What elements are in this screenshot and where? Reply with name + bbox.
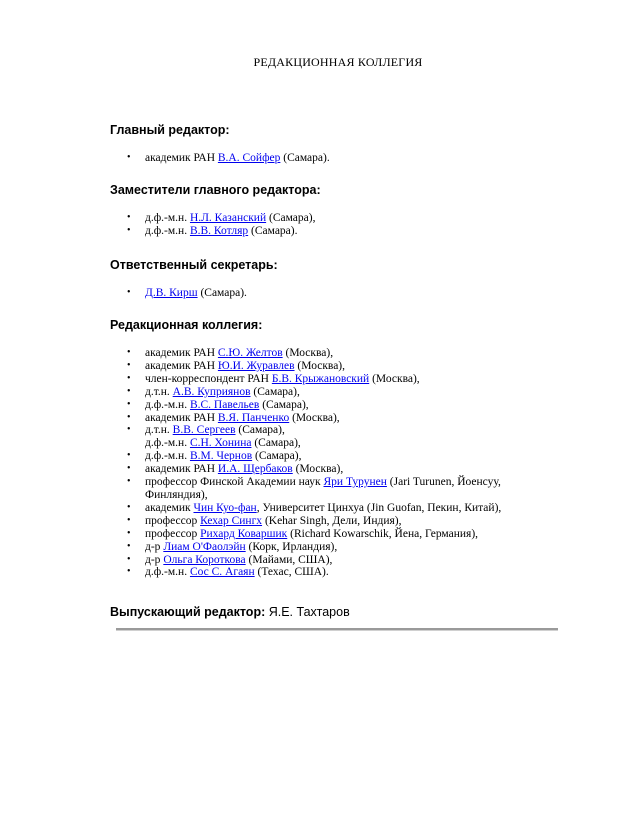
- member-name-link[interactable]: Кехар Сингх: [200, 514, 263, 527]
- release-editor-line: [110, 605, 350, 619]
- member-location: (Самара).: [197, 287, 247, 299]
- chief-editor-heading: Главный редактор:: [110, 123, 230, 137]
- list-item: [0, 412, 525, 425]
- list-item: [0, 554, 525, 567]
- list-item: [0, 212, 525, 225]
- deputy-editors-list: [0, 212, 525, 238]
- bullet-icon: •: [127, 385, 131, 397]
- list-item: [0, 360, 525, 373]
- bullet-icon: •: [127, 540, 131, 552]
- bullet-icon: •: [127, 501, 131, 513]
- page-title: РЕДАКЦИОННАЯ КОЛЛЕГИЯ: [253, 55, 423, 69]
- horizontal-rule: [116, 628, 558, 631]
- editorial-board-heading: Редакционная коллегия:: [110, 318, 263, 332]
- member-location: (Kehar Singh, Дели, Индия),: [262, 514, 402, 527]
- list-item: [0, 399, 525, 412]
- list-item: [0, 515, 525, 528]
- member-title: член-корреспондент РАН: [145, 372, 272, 385]
- member-name-link[interactable]: Б.В. Крыжановский: [271, 372, 370, 385]
- member-title: д.т.н.: [145, 385, 173, 398]
- bullet-icon: •: [127, 553, 131, 565]
- list-item: [0, 541, 525, 554]
- member-name-link[interactable]: В.В. Котляр: [189, 224, 249, 237]
- list-item: [0, 225, 525, 238]
- bullet-icon: •: [127, 359, 131, 371]
- member-title: академик РАН: [145, 152, 218, 164]
- member-name-link[interactable]: Лиам О'Фаолэйн: [163, 540, 246, 553]
- member-name-link[interactable]: В.А. Сойфер: [217, 152, 281, 164]
- bullet-icon: •: [127, 514, 131, 526]
- member-name-link[interactable]: Ольга Короткова: [163, 553, 246, 566]
- member-title: профессор Финской Академии наук: [145, 476, 324, 489]
- bullet-icon: •: [127, 566, 131, 578]
- member-location: (Москва),: [369, 372, 420, 385]
- bullet-icon: •: [127, 398, 131, 410]
- bullet-icon: •: [127, 476, 131, 488]
- bullet-icon: •: [127, 527, 131, 539]
- member-title: д.ф.-м.н.: [145, 437, 190, 450]
- member-location: (Москва),: [294, 359, 346, 372]
- member-name-link[interactable]: В.Я. Панченко: [217, 411, 290, 424]
- member-location: (Москва),: [292, 463, 344, 476]
- member-name-link[interactable]: Сос С. Агаян: [189, 566, 255, 579]
- release-editor-label: Выпускающий редактор:: [110, 605, 266, 619]
- list-item: [0, 528, 525, 541]
- list-item: [0, 373, 525, 386]
- bullet-icon: •: [127, 411, 131, 423]
- member-title: академик РАН: [145, 347, 218, 359]
- bullet-icon: •: [127, 287, 131, 298]
- member-title: д.т.н.: [145, 424, 173, 437]
- list-item: [0, 347, 525, 360]
- member-location: , Университет Цинхуа (Jin Guofan, Пекин, Китай),: [256, 501, 502, 514]
- bullet-icon: •: [127, 424, 131, 436]
- member-name-link[interactable]: С.Ю. Желтов: [217, 347, 283, 359]
- member-name-link[interactable]: В.В. Сергеев: [172, 424, 236, 437]
- member-name-link[interactable]: Ю.И. Журавлев: [217, 359, 295, 372]
- list-item: [0, 566, 525, 579]
- bullet-icon: •: [127, 450, 131, 462]
- member-title: д.ф.-м.н.: [145, 224, 190, 237]
- list-item: [0, 386, 525, 399]
- list-item: [0, 424, 525, 437]
- member-title: академик: [145, 501, 194, 514]
- list-item: [0, 502, 525, 515]
- member-name-link[interactable]: В.С. Павельев: [189, 398, 260, 411]
- member-location: (Самара),: [266, 212, 316, 224]
- member-name-link[interactable]: И.А. Щербаков: [217, 463, 293, 476]
- executive-secretary-list: [0, 287, 525, 300]
- member-name-link[interactable]: Д.В. Кирш: [145, 287, 198, 299]
- member-location: (Самара),: [259, 398, 309, 411]
- release-editor-name: Я.Е. Тахтаров: [265, 605, 350, 619]
- member-location: (Jari Turunen, Йоенсуу, Финляндия),: [145, 476, 501, 501]
- list-item: [0, 450, 525, 463]
- member-name-link[interactable]: Н.Л. Казанский: [189, 212, 267, 224]
- bullet-icon: •: [127, 372, 131, 384]
- member-title: академик РАН: [145, 463, 218, 476]
- member-location: (Корк, Ирландия),: [245, 540, 338, 553]
- member-title: д.ф.-м.н.: [145, 398, 190, 411]
- bullet-icon: •: [127, 152, 131, 163]
- member-location: (Майами, США),: [245, 553, 333, 566]
- member-name-link[interactable]: Рихард Коваршик: [200, 527, 288, 540]
- member-location: (Москва),: [289, 411, 340, 424]
- member-name-link[interactable]: В.М. Чернов: [189, 450, 253, 463]
- member-name-link[interactable]: С.Н. Хонина: [189, 437, 252, 450]
- member-location: (Москва),: [282, 347, 334, 359]
- member-name-link[interactable]: Яри Турунен: [323, 476, 387, 489]
- bullet-icon: •: [127, 224, 131, 236]
- member-title: д.ф.-м.н.: [145, 212, 190, 224]
- list-item: [0, 476, 525, 502]
- member-title: профессор: [145, 527, 201, 540]
- bullet-icon: •: [127, 463, 131, 475]
- member-title: академик РАН: [145, 359, 218, 372]
- member-location: (Самара),: [235, 424, 285, 437]
- list-item: [0, 437, 525, 450]
- list-item: [0, 152, 525, 165]
- chief-editor-list: [0, 152, 525, 165]
- member-title: д.ф.-м.н.: [145, 566, 190, 579]
- editorial-board-list: [0, 347, 525, 579]
- member-location: (Самара).: [248, 224, 298, 237]
- member-location: (Richard Kowarschik, Йена, Германия),: [287, 527, 479, 540]
- member-title: д-р: [145, 553, 164, 566]
- member-location: (Самара),: [251, 437, 301, 450]
- bullet-icon: •: [127, 212, 131, 223]
- executive-secretary-heading: Ответственный секретарь:: [110, 258, 278, 272]
- member-title: профессор: [145, 514, 201, 527]
- deputy-editors-heading: Заместители главного редактора:: [110, 183, 321, 197]
- bullet-icon: •: [127, 347, 131, 358]
- list-item: [0, 287, 525, 300]
- member-title: академик РАН: [145, 411, 218, 424]
- member-name-link[interactable]: А.В. Куприянов: [172, 385, 251, 398]
- member-location: (Самара),: [252, 450, 302, 463]
- member-location: (Самара).: [280, 152, 330, 164]
- member-name-link[interactable]: Чин Куо-фан: [193, 501, 257, 514]
- member-location: (Самара),: [250, 385, 300, 398]
- list-item: [0, 463, 525, 476]
- member-location: (Техас, США).: [254, 566, 329, 579]
- member-title: д-р: [145, 540, 164, 553]
- member-title: д.ф.-м.н.: [145, 450, 190, 463]
